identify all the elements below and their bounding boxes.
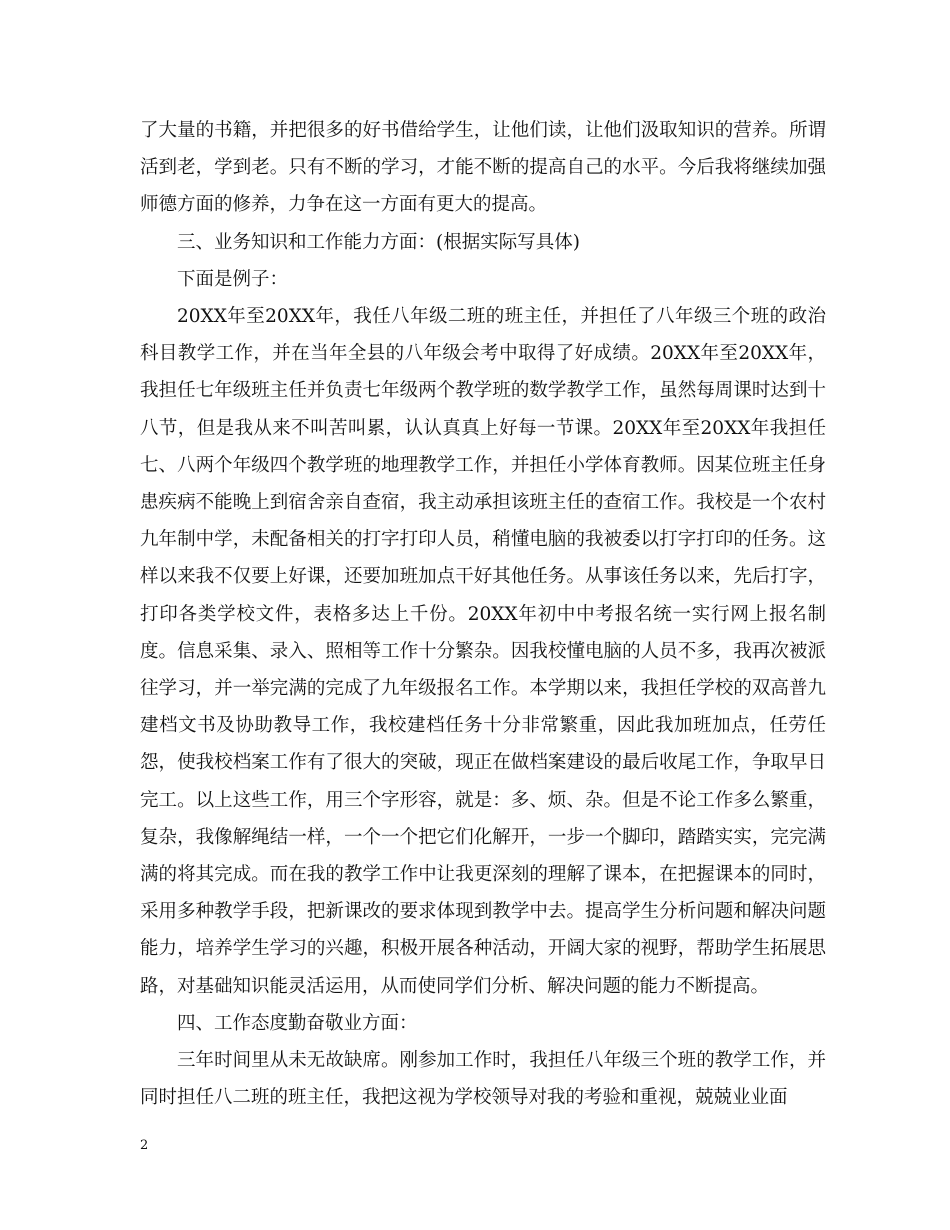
paragraph-1: 了大量的书籍，并把很多的好书借给学生，让他们读，让他们汲取知识的营养。所谓活到老，学到老。只有不断的学习，才能不断的提高自己的水平。今后我将继续加强师德方面的修养，力争在这一方面有更大的提高。 xyxy=(140,120,826,216)
paragraph-6: 三年时间里从未无故缺席。刚参加工作时，我担任八年级三个班的教学工作，并同时担任八二班的班主任，我把这视为学校领导对我的考验和重视，兢兢业业面 xyxy=(140,1050,826,1109)
page-number: 2 xyxy=(140,1138,149,1153)
paragraph-4: 20XX年至20XX年，我任八年级二班的班主任，并担任了八年级三个班的政治科目教学工作，并在当年全县的八年级会考中取得了好成绩。20XX年至20XX年，我担任七年级班主任并负责七年级两个教学班的数学教学工作，虽然每周课时达到十八节，但是我从来不叫苦叫累，认认真真上好每一节课。20XX年至20XX年我担任七、八两个年级四个教学班的地理教学工作，并担任小学体育教师。因某位班主任身患疾病不能晚上到宿舍亲自查宿，我主动承担该班主任的查宿工作。我校是一个农村九年制中学，未配备相关的打字打印人员，稍懂电脑的我被委以打字打印的任务。这样以来我不仅要上好课，还要加班加点干好其他任务。从事该任务以来，先后打字，打印各类学校文件，表格多达上千份。20XX年初中中考报名统一实行网上报名制度。信息采集、录入、照相等工作十分繁杂。因我校懂电脑的人员不多，我再次被派往学习，并一举完满的完成了九年级报名工作。本学期以来，我担任学校的双高普九建档文书及协助教导工作，我校建档任务十分非常繁重，因此我加班加点，任劳任怨，使我校档案工作有了很大的突破，现正在做档案建设的最后收尾工作，争取早日完工。以上这些工作，用三个字形容，就是：多、烦、杂。但是不论工作多么繁重，复杂，我像解绳结一样，一个一个把它们化解开，一步一个脚印，踏踏实实，完完满满的将其完成。而在我的教学工作中让我更深刻的理解了课本，在把握课本的同时，采用多种教学手段，把新课改的要求体现到教学中去。提高学生分析问题和解决问题能力，培养学生学习的兴趣，积极开展各种活动，开阔大家的视野，帮助学生拓展思路，对基础知识能灵活运用，从而使同学们分析、解决问题的能力不断提高。 xyxy=(140,306,826,997)
paragraph-2: 三、业务知识和工作能力方面：(根据实际写具体) xyxy=(177,231,580,253)
paragraph-5: 四、工作态度勤奋敬业方面： xyxy=(177,1012,418,1034)
paragraph-3: 下面是例子： xyxy=(177,268,289,290)
document-body xyxy=(140,112,826,1116)
